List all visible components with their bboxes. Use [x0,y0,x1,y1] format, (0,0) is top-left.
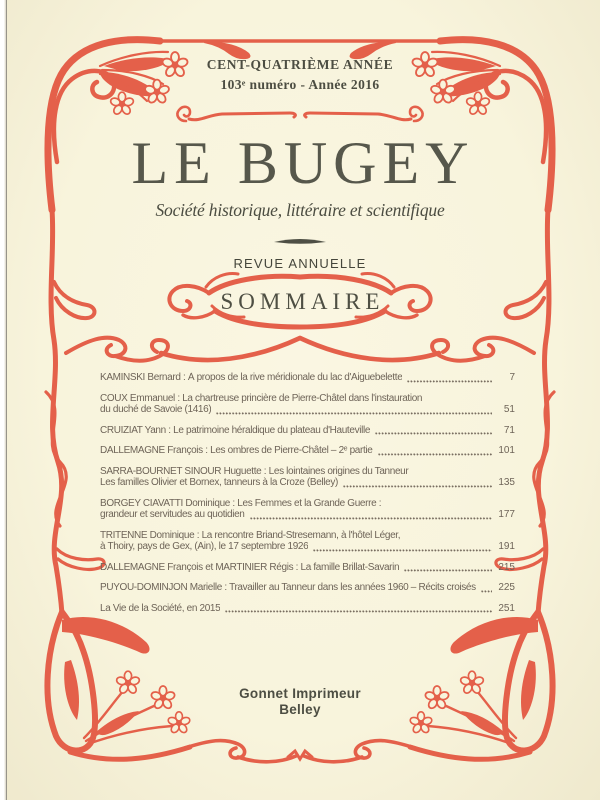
toc-entry-line [100,498,515,510]
dot-leader [343,484,492,488]
dot-leader [407,379,492,383]
toc-entry-title: KAMINSKI Bernard : À propos de la rive méridionale du lac d'Aiguebelette [100,372,403,383]
toc-entry-title: PUYOU-DOMINJON Marielle : Travailler au Tanneur dans les années 1960 – Récits croisés [100,582,476,593]
toc-page-number: 177 [498,509,515,520]
toc-entry-title: SARRA-BOURNET SINOUR Huguette : Les lointaines origines du Tanneur [100,465,409,477]
ribbon-under-sommaire [66,338,534,361]
toc-entry-line [100,477,515,489]
toc-entry [100,498,515,521]
toc-entry [100,562,515,574]
toc-entry-title: DALLEMAGNE François et MARTINIER Régis : La famille Brillat-Savarin [100,561,400,573]
edition-label: REVUE ANNUELLE [233,256,367,271]
dot-leader [250,516,492,520]
toc-entry-title: La Vie de la Société, en 2015 [100,602,221,614]
sommaire-heading: SOMMAIRE [220,289,385,314]
toc-entry-line [100,425,515,437]
toc-entry [100,372,515,384]
toc-entry-title: COUX Emmanuel : La chartreuse princière de Pierre-Châtel dans l'instauration [100,392,423,404]
toc-entry [100,466,515,489]
toc-page-number: 215 [498,561,515,573]
journal-subtitle: Société historique, littéraire et scientifique [155,200,445,220]
dot-leader [481,589,492,593]
toc-entry-line [100,603,515,615]
toc-page-number: 7 [509,372,515,383]
dot-leader [313,548,492,552]
toc-entry-title: BORGEY CIAVATTI Dominique : Les Femmes et la Grande Guerre : [100,497,382,509]
bottom-border [185,741,415,762]
journal-title: LE BUGEY [131,130,475,196]
toc-entry [100,582,515,594]
lens-ornament [272,236,328,246]
toc-page-number: 71 [503,424,515,436]
toc-entry [100,445,515,457]
toc-entry-title: du duché de Savoie (1416) [100,404,212,415]
toc-page-number: 251 [498,602,515,614]
toc-entry [100,425,515,437]
toc-page-number: 135 [498,477,515,488]
dot-leader [404,568,492,572]
toc-list [100,372,515,623]
year-divider-ornament [177,107,422,121]
dot-leader [216,411,492,415]
toc-entry-line [100,582,515,594]
toc-entry-title: à Thoiry, pays de Gex, (Ain), le 17 septembre 1926 [100,541,309,552]
toc-entry-line [100,509,515,521]
printer-block [0,686,600,718]
toc-entry-line [100,530,515,542]
toc-entry-line [100,404,515,416]
dot-leader [375,431,492,435]
dot-leader [225,609,492,613]
printer-city: Belley [279,702,321,717]
header-year-line: CENT-QUATRIÈME ANNÉE [206,57,394,72]
toc-entry [100,393,515,416]
toc-entry-line [100,466,515,478]
printer-name: Gonnet Imprimeur [239,686,361,701]
toc-entry-title: CRUIZIAT Yann : Le patrimoine héraldique du plateau d'Hauteville [100,424,371,436]
toc-page-number: 225 [498,582,515,593]
dot-leader [378,452,493,456]
toc-entry [100,603,515,615]
toc-entry-line [100,372,515,384]
toc-entry-title: Les familles Olivier et Bornex, tanneurs à la Croze (Belley) [100,477,338,488]
toc-entry-line [100,445,515,457]
toc-entry-line [100,393,515,405]
toc-entry-title: TRITENNE Dominique : La rencontre Briand-Stresemann, à l'hôtel Léger, [100,529,401,541]
toc-page-number: 51 [503,404,515,415]
scan-edge-artifact [0,0,7,800]
toc-entry-line [100,562,515,574]
toc-entry-title: grandeur et servitudes au quotidien [100,509,245,520]
toc-page-number: 191 [498,541,515,552]
toc-entry [100,530,515,553]
toc-entry-title: DALLEMAGNE François : Les ombres de Pierre-Châtel – 2ᵉ partie [100,445,373,456]
toc-entry-line [100,541,515,553]
toc-page-number: 101 [498,445,515,456]
header-issue-line: 103ᵉ numéro - Année 2016 [220,77,380,92]
